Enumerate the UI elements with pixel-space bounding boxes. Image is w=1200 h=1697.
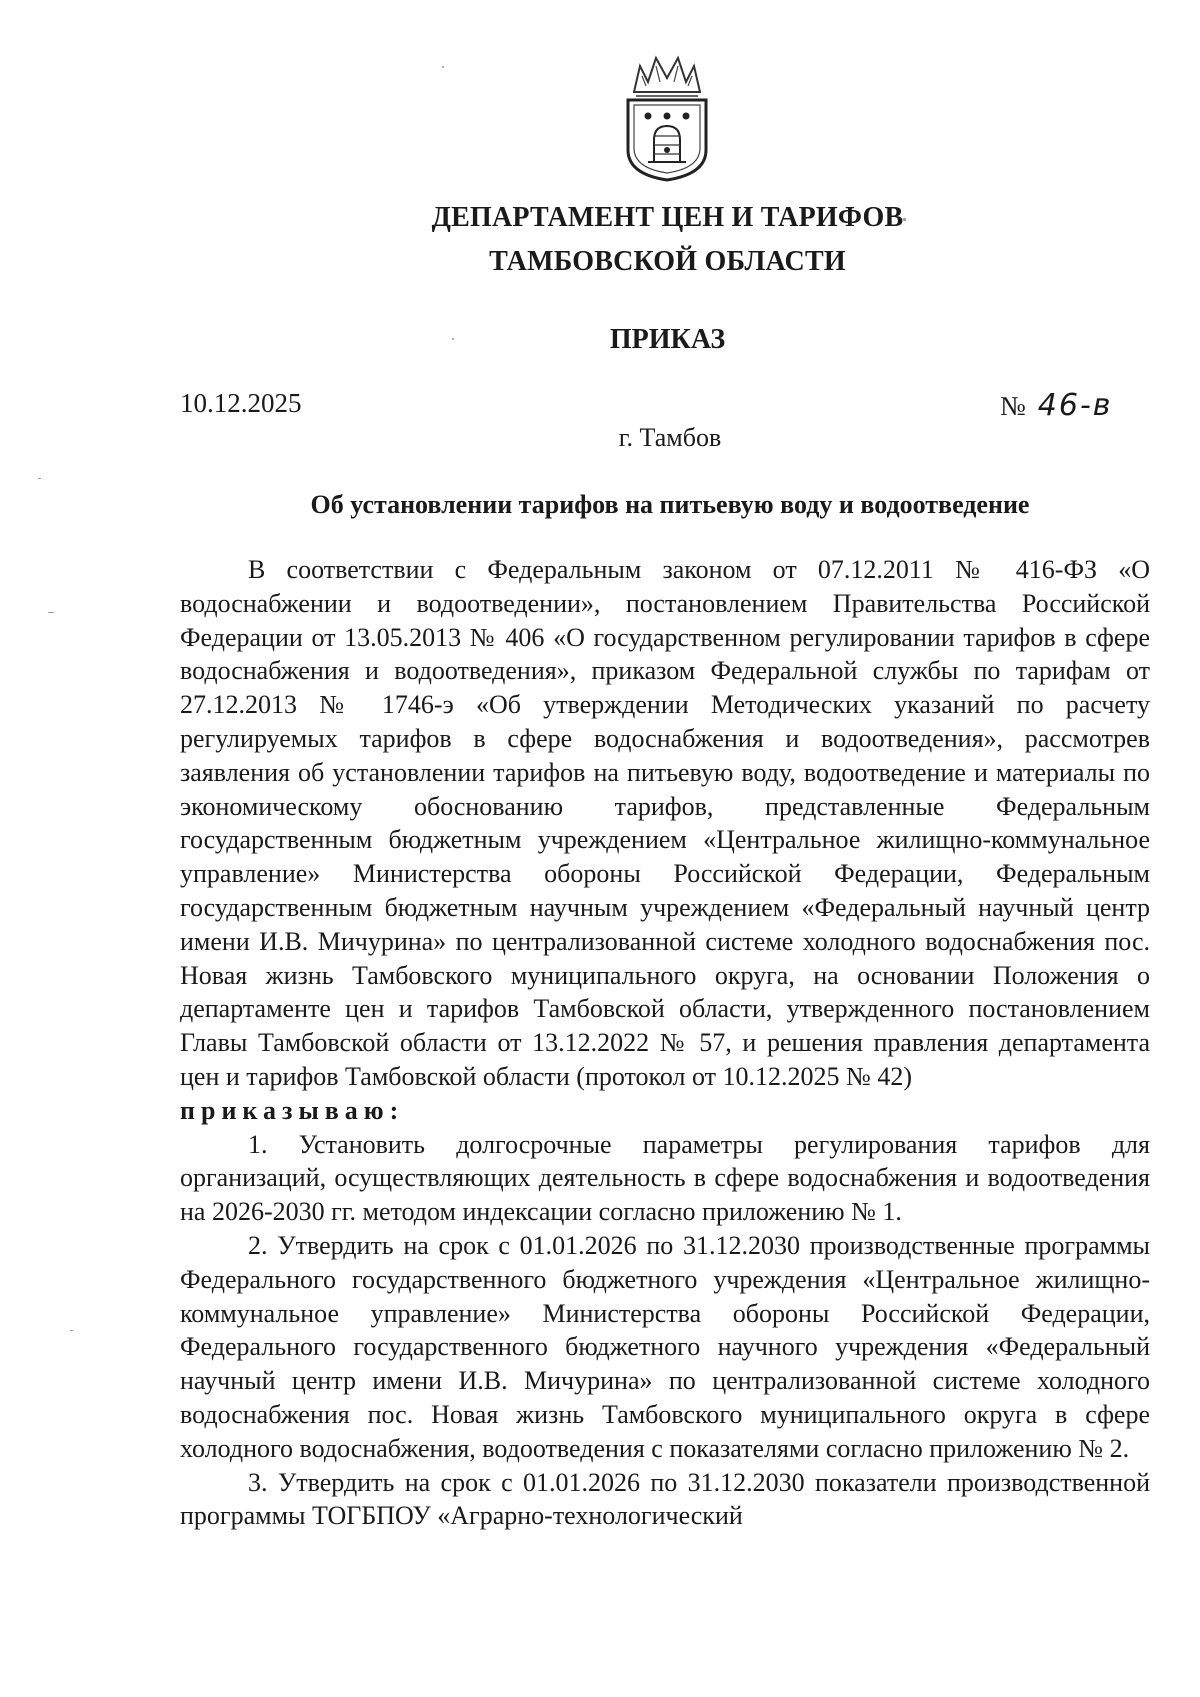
handwritten-order-number: 46-в bbox=[1037, 388, 1113, 423]
scan-speck bbox=[70, 1330, 73, 1331]
order-item-3: 3. Утвердить на срок с 01.01.2026 по 31.12.2030 показатели производственной программы ТОГБПОУ «Аграрно-технологический bbox=[180, 1467, 1150, 1531]
order-heading: ПРИКАЗ bbox=[609, 324, 726, 355]
coat-of-arms-icon bbox=[622, 52, 712, 182]
order-date: 10.12.2025 bbox=[180, 388, 302, 418]
scan-speck bbox=[38, 478, 41, 479]
orders-word: приказываю: bbox=[180, 1095, 405, 1125]
scan-speck bbox=[903, 218, 906, 221]
order-subject: Об установлении тарифов на питьевую воду и водоотведение bbox=[310, 490, 1030, 519]
scan-speck bbox=[48, 612, 54, 613]
number-sign: № bbox=[1000, 391, 1026, 421]
department-title-line1: ДЕПАРТАМЕНТ ЦЕН И ТАРИФОВ bbox=[431, 202, 904, 233]
department-title-line2: ТАМБОВСКОЙ ОБЛАСТИ bbox=[489, 246, 846, 277]
preamble-paragraph: В соответствии с Федеральным законом от 07.12.2011 № 416-ФЗ «О водоснабжении и водоотведении», постановлением Правительства Российской Федерации от 13.05.2013 № 406 «О государственном регулировании тарифов в сфере водоснабжения и водоотведения», приказом Федеральной службы по тарифам от 27.12.2013 № 1746-э «Об утверждении Методических указаний по расчету регулируемых тарифов в сфере водоснабжения и водоотведения», рассмотрев заявления об установлении тарифов на питьевую воду, водоотведение и материалы по экономическому обоснованию тарифов, представленные Федеральным государственным бюджетным учреждением «Центральное жилищно-коммунальное управление» Министерства обороны Российской Федерации, Федеральным государственным бюджетным научным учреждением «Федеральный научный центр имени И.В. Мичурина» по централизованной системе холодного водоснабжения пос. Новая жизнь Тамбовского муниципального округа, на основании Положения о департаменте цен и тарифов Тамбовской области, утвержденного постановлением Главы Тамбовской области от 13.12.2022 № 57, и решения правления департамента цен и тарифов Тамбовской области (протокол от 10.12.2025 № 42) bbox=[180, 555, 1150, 1091]
order-body bbox=[180, 553, 1150, 1533]
order-city: г. Тамбов bbox=[618, 423, 722, 452]
order-item-1: 1. Установить долгосрочные параметры регулирования тарифов для организаций, осуществляющих деятельность в сфере водоснабжения и водоотведения на 2026-2030 гг. методом индексации согласно приложению № 1. bbox=[180, 1129, 1150, 1227]
scan-speck bbox=[442, 66, 444, 68]
order-item-2: 2. Утвердить на срок с 01.01.2026 по 31.12.2030 производственные программы Федерального государственного бюджетного учреждения «Центральное жилищно-коммунальное управление» Министерства обороны Российской Федерации, Федерального государственного бюджетного научного учреждения «Федеральный научный центр имени И.В. Мичурина» по централизованной системе холодного водоснабжения пос. Новая жизнь Тамбовского муниципального округа в сфере холодного водоснабжения, водоотведения с показателями согласно приложению № 2. bbox=[180, 1230, 1150, 1463]
scan-speck bbox=[452, 338, 454, 340]
order-number bbox=[1000, 388, 1112, 423]
